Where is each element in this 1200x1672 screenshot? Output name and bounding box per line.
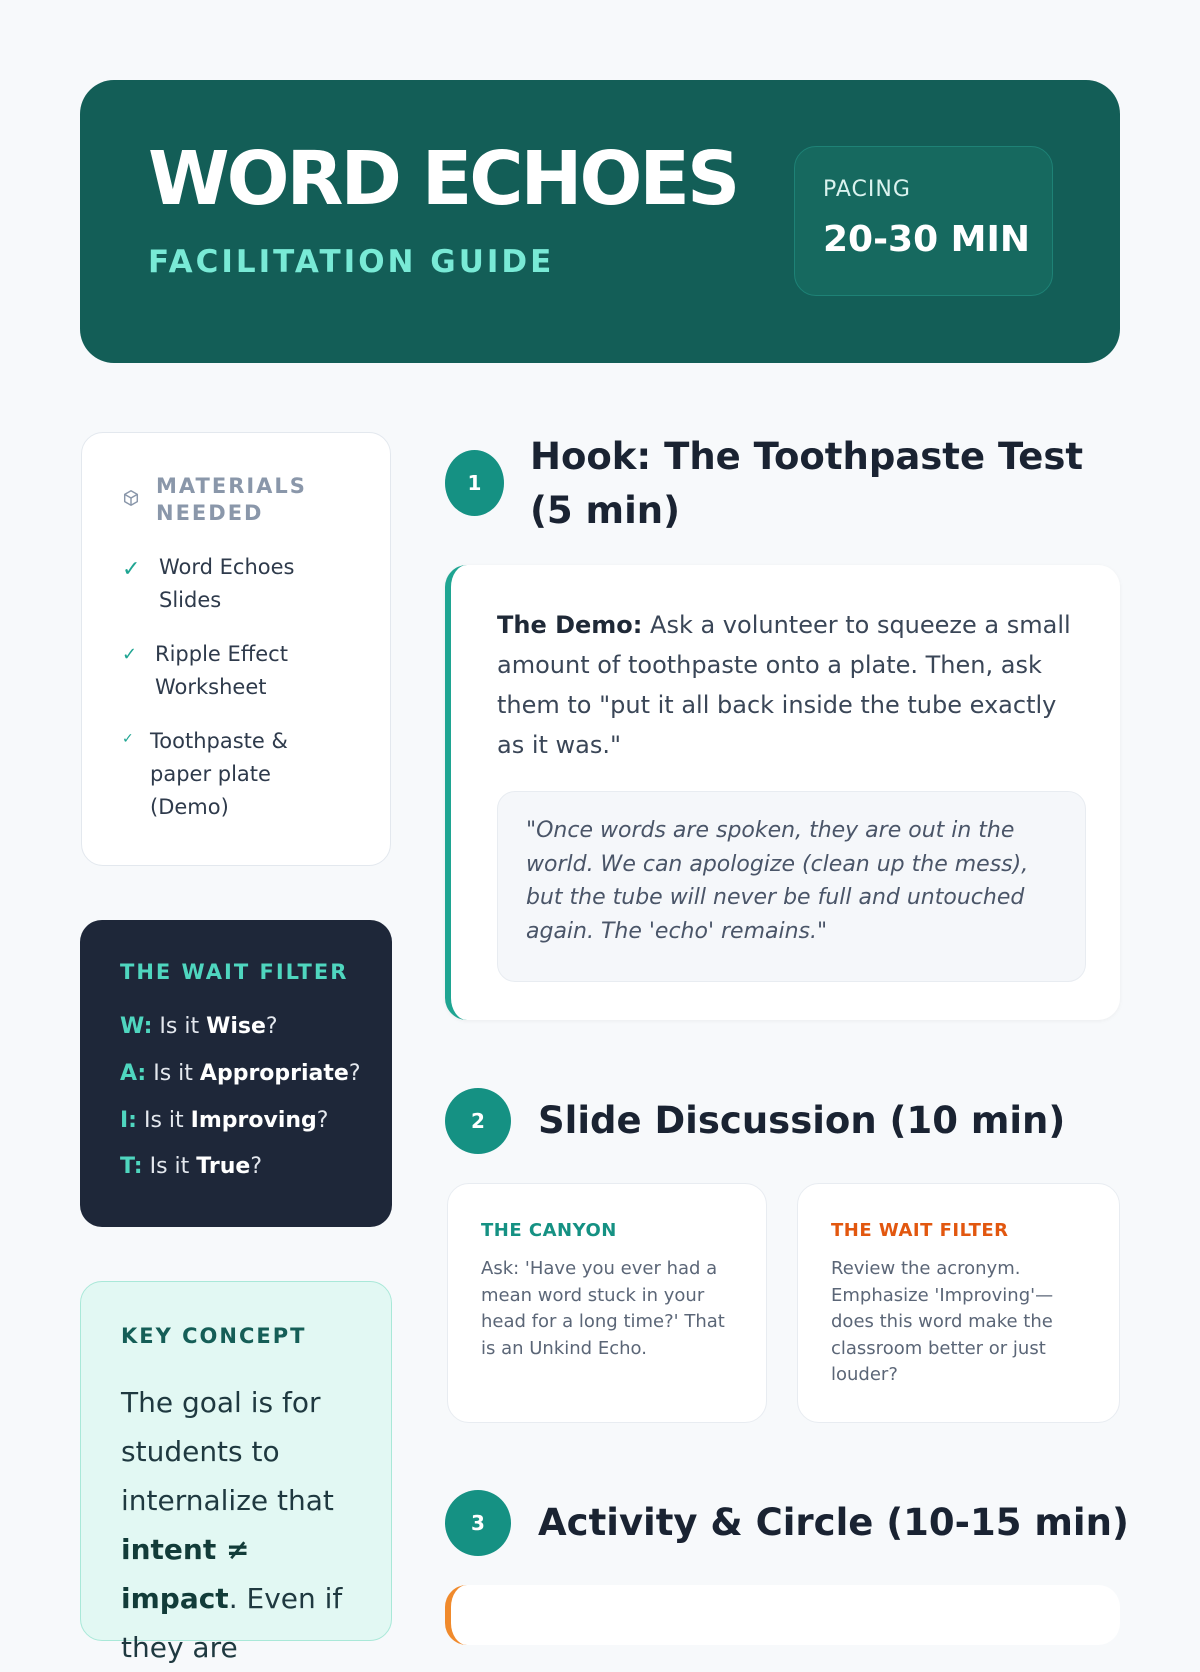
section-number-2: 2 <box>445 1088 511 1154</box>
wait-filter-row: I: Is it Improving? <box>120 1108 329 1133</box>
check-icon: ✓ <box>122 644 138 665</box>
discussion-card-text: Review the acronym. Emphasize 'Improving'—does this word make the classroom better or just louder? <box>831 1258 1054 1385</box>
discussion-card-title: THE WAIT FILTER <box>831 1220 1009 1241</box>
page-subtitle: FACILITATION GUIDE <box>148 244 555 280</box>
materials-item: Word Echoes Slides <box>159 555 295 612</box>
pacing-label: PACING <box>823 177 911 202</box>
section-title-1: Hook: The Toothpaste Test (5 min) <box>530 435 1084 532</box>
section-title-2: Slide Discussion (10 min) <box>538 1099 1066 1142</box>
discussion-card-text: Ask: 'Have you ever had a mean word stuck in your head for a long time?' That is an Unkind Echo. <box>481 1258 725 1359</box>
discussion-card-wait-filter <box>797 1183 1120 1423</box>
key-concept-title: KEY CONCEPT <box>121 1324 307 1348</box>
section-number-3: 3 <box>445 1490 511 1556</box>
check-icon: ✓ <box>122 731 134 747</box>
materials-title: MATERIALS NEEDED <box>156 474 307 525</box>
pacing-card <box>794 146 1053 296</box>
pacing-value: 20-30 MIN <box>823 219 1031 260</box>
key-concept-text: The goal is for students to internalize that intent ≠ impact. Even if they are <box>121 1386 343 1664</box>
demo-quote-box <box>497 791 1086 982</box>
key-concept-card <box>80 1281 392 1664</box>
demo-quote: "Once words are spoken, they are out in the world. We can apologize (clean up the mess), but the tube will never be full and untouched again. The 'echo' remains." <box>526 818 1029 944</box>
box-icon <box>122 489 140 507</box>
materials-item: Ripple Effect Worksheet <box>155 642 288 699</box>
wait-filter-row: T: Is it True? <box>120 1154 263 1179</box>
discussion-card-canyon <box>447 1183 767 1423</box>
discussion-card-title: THE CANYON <box>481 1220 617 1241</box>
wait-filter-row: W: Is it Wise? <box>120 1014 278 1039</box>
wait-filter-title: THE WAIT FILTER <box>120 960 349 984</box>
materials-item: Toothpaste & paper plate (Demo) <box>150 729 288 819</box>
demo-card <box>445 565 1120 1020</box>
section-number-1: 1 <box>445 450 504 516</box>
materials-card <box>81 432 391 866</box>
activity-card <box>445 1585 1120 1645</box>
page-title: WORD ECHOES <box>148 136 738 222</box>
hero-banner <box>80 80 1120 363</box>
check-icon: ✓ <box>122 557 141 582</box>
demo-text: The Demo: Ask a volunteer to squeeze a small amount of toothpaste onto a plate. Then, ask them to "put it all back inside the tube exactly as it was." <box>497 611 1071 759</box>
section-title-3: Activity & Circle (10-15 min) <box>538 1501 1129 1544</box>
wait-filter-row: A: Is it Appropriate? <box>120 1061 361 1086</box>
wait-filter-card <box>80 920 392 1227</box>
